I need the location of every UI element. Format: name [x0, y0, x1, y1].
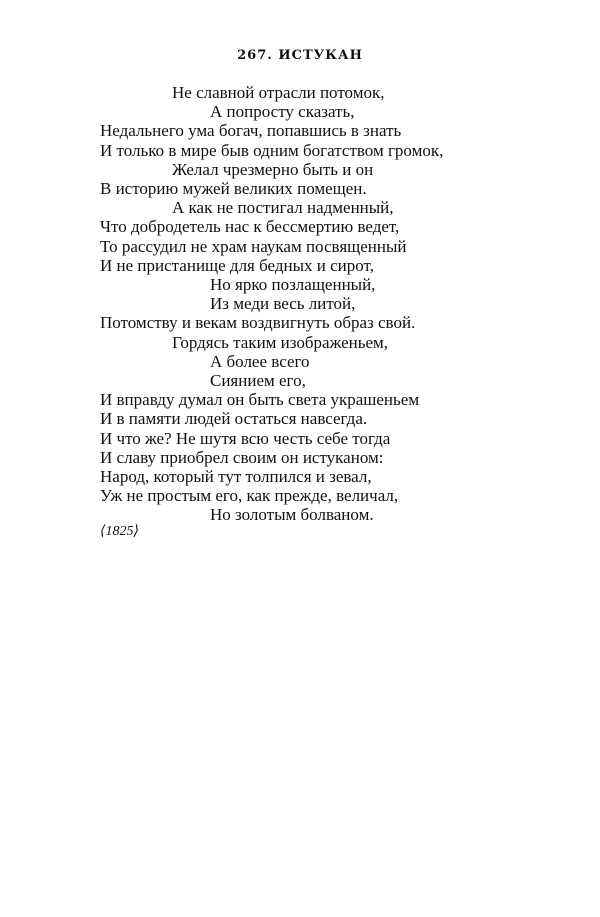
poem-line: Не славной отрасли потомок, — [172, 83, 385, 102]
poem-line: Что добродетель нас к бессмертию ведет, — [100, 217, 400, 237]
poem-line: А более всего — [210, 351, 310, 371]
poem-body — [100, 83, 560, 525]
poem-line: И только в мире быв одним богатством громок, — [100, 140, 444, 160]
poem-title: 267. ИСТУКАН — [237, 48, 363, 63]
poem-line: То рассудил не храм наукам посвященный — [100, 236, 407, 256]
poem-line: И не пристанище для бедных и сирот, — [100, 255, 374, 275]
poem-line: Гордясь таким изображеньем, — [172, 332, 389, 352]
poem-line: И в памяти людей остаться навсегда. — [100, 409, 368, 429]
poem-line: А попросту сказать, — [210, 102, 355, 122]
poem-line: И вправду думал он быть света украшеньем — [100, 390, 420, 410]
poem-line: Уж не простым его, как прежде, величал, — [100, 486, 399, 506]
poem-line: Сиянием его, — [210, 371, 306, 391]
poem-line: Народ, который тут толпился и зевал, — [100, 467, 372, 487]
poem-line: Но ярко позлащенный, — [210, 275, 376, 295]
poem-line: В историю мужей великих помещен. — [100, 179, 367, 199]
poem-line: И что же? Не шутя всю честь себе тогда — [100, 428, 391, 448]
poem-line: Из меди весь литой, — [210, 294, 356, 314]
poem-line: А как не постигал надменный, — [172, 198, 394, 218]
poem-line: Желал чрезмерно быть и он — [172, 159, 374, 179]
poem-date: ⟨1825⟩ — [100, 524, 139, 539]
poem-line: Недальнего ума богач, попавшись в знать — [100, 121, 402, 141]
poem-line: Потомству и векам воздвигнуть образ свой. — [100, 313, 416, 333]
poem-line: Но золотым болваном. — [210, 505, 374, 525]
poem-line: И славу приобрел своим он истуканом: — [100, 447, 384, 467]
